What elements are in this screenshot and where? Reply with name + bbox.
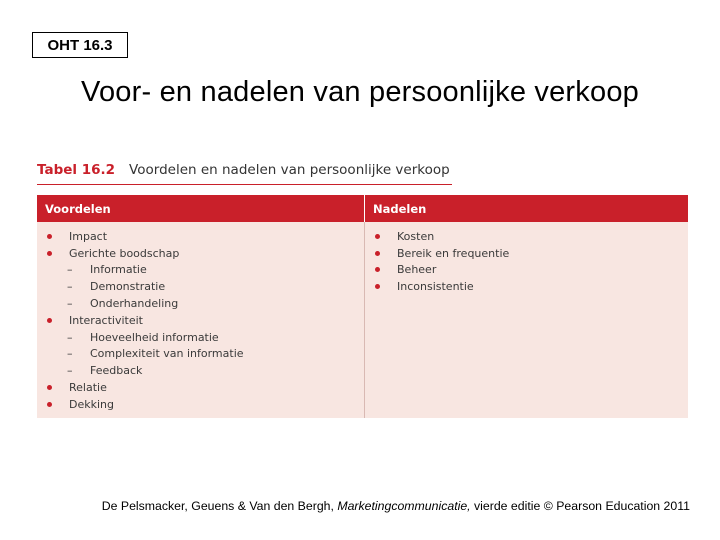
list-item <box>365 278 688 295</box>
list-item-text: Dekking <box>69 397 114 411</box>
bullet-icon <box>47 234 52 239</box>
bullet-icon <box>375 284 380 289</box>
sub-list-item <box>37 278 364 295</box>
dash-icon: – <box>67 364 73 378</box>
bullet-icon <box>375 234 380 239</box>
dash-icon: – <box>67 297 73 311</box>
dash-icon: – <box>67 280 73 294</box>
slide-title: Voor- en nadelen van persoonlijke verkoop <box>81 76 639 108</box>
list-item-text: Feedback <box>90 364 143 378</box>
bullet-icon <box>47 402 52 407</box>
list-item <box>37 379 364 396</box>
list-item-text: Gerichte boodschap <box>69 246 180 260</box>
table-caption <box>37 158 452 185</box>
bullet-icon <box>375 251 380 256</box>
list-item-text: Kosten <box>397 229 435 243</box>
dash-icon: – <box>67 263 73 277</box>
list-item-text: Beheer <box>397 263 437 277</box>
list-item-text: Onderhandeling <box>90 297 179 311</box>
column-header-voordelen: Voordelen <box>37 195 365 222</box>
bullet-icon <box>47 251 52 256</box>
nadelen-column <box>365 222 688 418</box>
dash-icon: – <box>67 347 73 361</box>
sub-list-item <box>37 262 364 279</box>
bullet-icon <box>47 385 52 390</box>
list-item-text: Bereik en frequentie <box>397 246 510 260</box>
list-item-text: Relatie <box>69 381 107 395</box>
list-item <box>37 228 364 245</box>
list-item <box>37 312 364 329</box>
list-item-text: Impact <box>69 229 108 243</box>
list-item-text: Complexiteit van informatie <box>90 347 244 361</box>
footer-book-title: Marketingcommunicatie, <box>337 499 471 513</box>
footer-authors: De Pelsmacker, Geuens & Van den Bergh, <box>101 499 338 513</box>
table-header <box>37 195 688 222</box>
list-item-text: Informatie <box>90 263 147 277</box>
bullet-icon <box>47 318 52 323</box>
table-body <box>37 222 688 418</box>
list-item <box>365 228 688 245</box>
list-item <box>365 245 688 262</box>
sub-list-item <box>37 329 364 346</box>
table-caption-text: Voordelen en nadelen van persoonlijke verkoop <box>129 162 450 178</box>
list-item-text: Interactiviteit <box>69 313 143 327</box>
list-item-text: Inconsistentie <box>397 280 474 294</box>
sub-list-item <box>37 346 364 363</box>
list-item <box>37 396 364 413</box>
slide-label: OHT 16.3 <box>32 32 128 58</box>
bullet-icon <box>375 267 380 272</box>
table-number: Tabel 16.2 <box>37 162 116 178</box>
comparison-table <box>37 195 688 418</box>
dash-icon: – <box>67 330 73 344</box>
list-item-text: Hoeveelheid informatie <box>90 330 219 344</box>
source-footer <box>0 499 690 513</box>
sub-list-item <box>37 295 364 312</box>
list-item <box>37 245 364 262</box>
sub-list-item <box>37 362 364 379</box>
list-item <box>365 262 688 279</box>
list-item-text: Demonstratie <box>90 280 166 294</box>
voordelen-column <box>37 222 365 418</box>
column-header-nadelen: Nadelen <box>373 201 427 216</box>
footer-edition: vierde editie © Pearson Education 2011 <box>470 499 690 513</box>
